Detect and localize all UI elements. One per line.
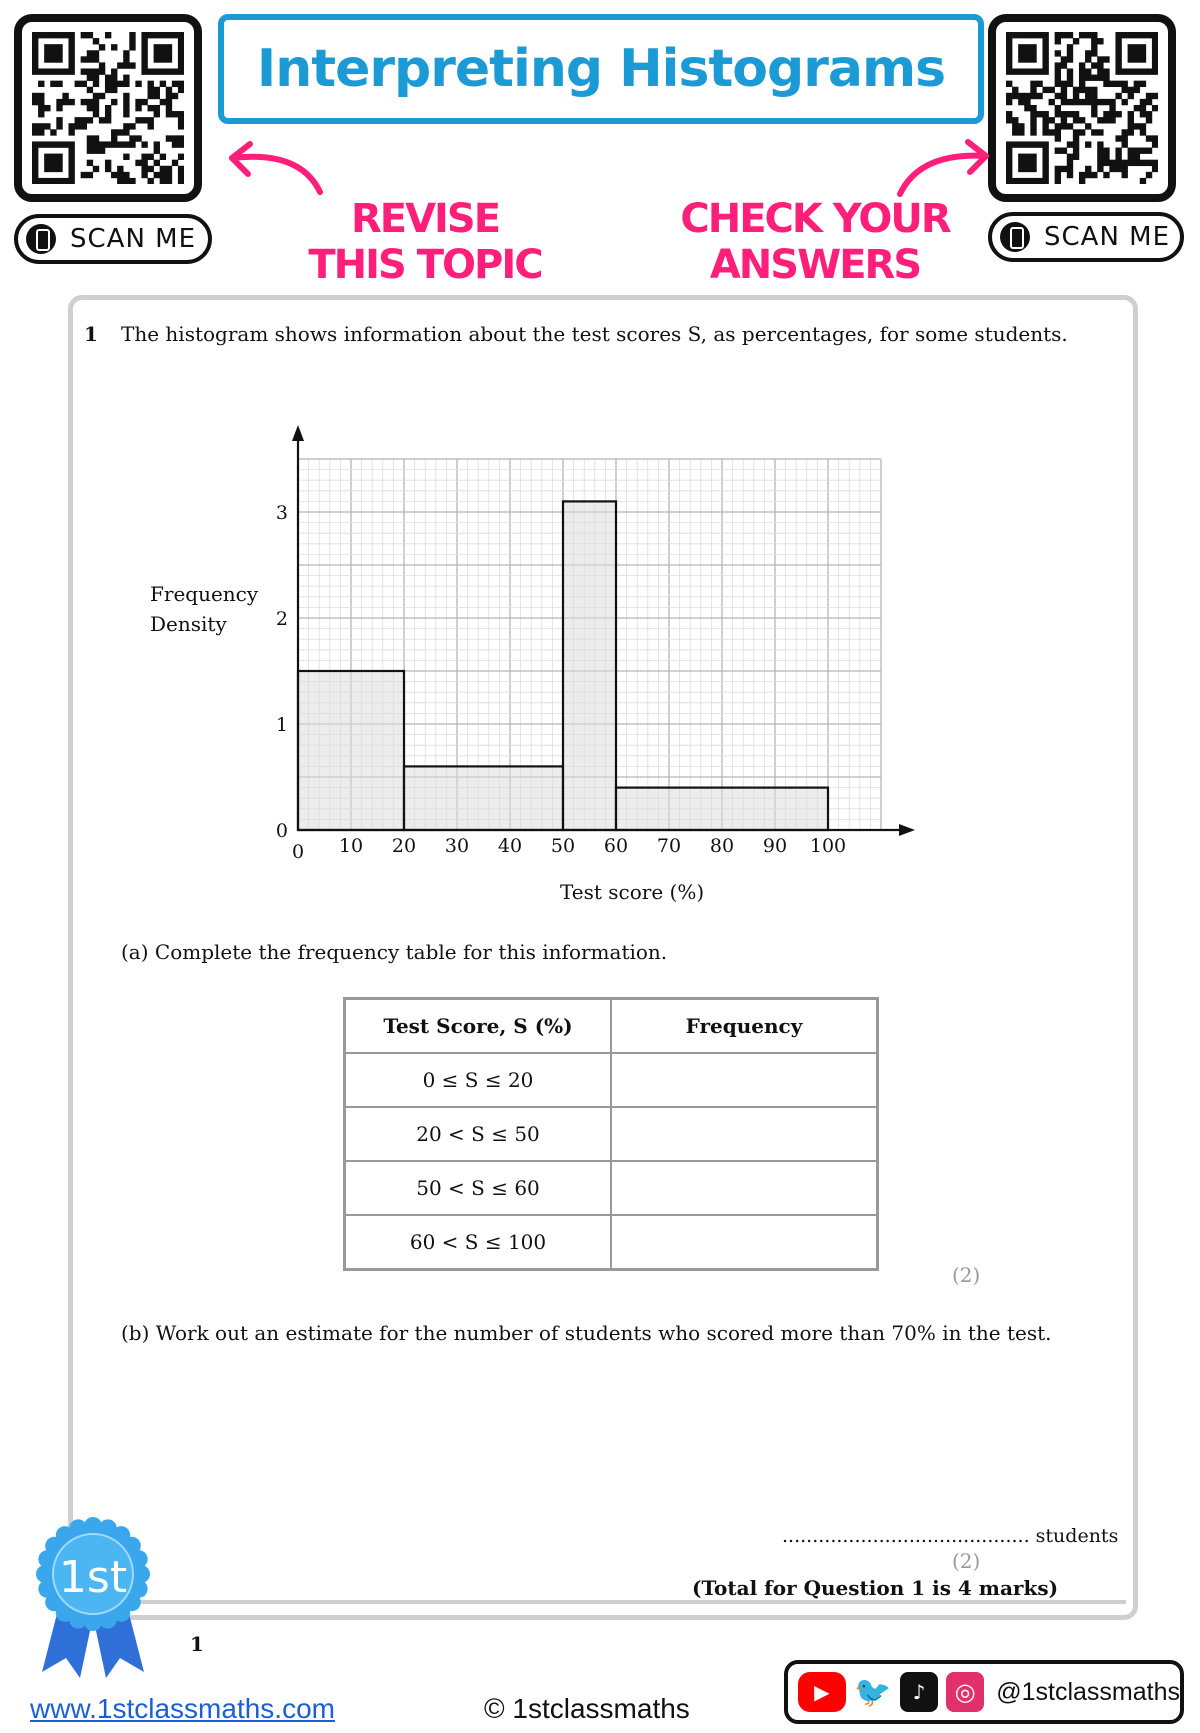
table-header-row [345,999,878,1054]
tiktok-icon[interactable]: ♪ [900,1672,938,1712]
histogram-bars [298,501,828,830]
part-b-marks: (2) [952,1549,981,1573]
table-row [345,1161,878,1215]
revise-topic-callout: REVISE THIS TOPIC [308,196,542,288]
qr-code-image [32,32,184,184]
scan-me-badge-right [988,212,1184,262]
page-title: Interpreting Histograms [256,39,946,99]
x-axis-arrow-icon [899,824,915,836]
part-b-prompt: (b) Work out an estimate for the number of students who scored more than 70% in the test. [121,1321,1052,1345]
part-a-prompt: (a) Complete the frequency table for this information. [121,940,668,964]
column-header-score: Test Score, S (%) [345,999,612,1054]
y-axis-label: Frequency Density [150,582,259,636]
copyright-text: © 1stclassmaths [484,1693,690,1724]
histogram-bar-2 [563,501,616,830]
histogram-bar-3 [616,788,828,830]
frequency-answer-cell[interactable] [611,1161,878,1215]
qr-code-answers[interactable] [988,14,1176,202]
website-link[interactable]: www.1stclassmaths.com [30,1693,335,1724]
x-tick-label: 30 [444,835,470,857]
phone-icon [26,224,56,254]
youtube-icon[interactable]: ▶ [798,1672,846,1712]
social-bar [784,1660,1184,1724]
badge-text: 1st [58,1552,128,1603]
rosette-badge-icon [28,1512,158,1682]
scan-me-label: SCAN ME [1044,222,1171,252]
arrow-left-icon [220,130,330,200]
histogram-bar-0 [298,671,404,830]
x-tick-label: 80 [709,835,735,857]
x-tick-label: 100 [809,835,847,857]
y-tick-label: 0 [275,820,288,842]
frequency-answer-cell[interactable] [611,1053,878,1107]
table-row [345,1215,878,1270]
arrow-right-icon [890,134,1000,200]
scan-me-label: SCAN ME [70,224,197,254]
x-tick-label: 60 [603,835,629,857]
x-tick-label: 10 [338,835,364,857]
table-row [345,1107,878,1161]
histogram-bar-1 [404,766,563,830]
panel-divider [98,1600,1126,1604]
score-range-cell: 60 < S ≤ 100 [345,1215,612,1270]
table-row [345,1053,878,1107]
frequency-answer-cell[interactable] [611,1107,878,1161]
question-intro: The histogram shows information about the test scores S, as percentages, for some students. [121,322,1068,346]
part-a-marks: (2) [952,1263,981,1287]
x-tick-label: 50 [550,835,576,857]
histogram-chart [130,385,990,920]
frequency-answer-cell[interactable] [611,1215,878,1270]
x-tick-label: 40 [497,835,523,857]
y-tick-label: 2 [275,608,288,630]
instagram-icon[interactable]: ◎ [946,1672,984,1712]
x-tick-label: 90 [762,835,788,857]
twitter-icon[interactable]: 🐦 [854,1672,892,1712]
y-tick-label: 3 [275,502,288,524]
question-total: (Total for Question 1 is 4 marks) [692,1576,1059,1600]
frequency-table [343,997,879,1271]
score-range-cell: 0 ≤ S ≤ 20 [345,1053,612,1107]
title-box [218,14,984,124]
x-tick-label: 20 [391,835,417,857]
y-axis-arrow-icon [292,425,304,441]
qr-code-image [1006,32,1158,184]
phone-icon [1000,222,1030,252]
check-answers-callout: CHECK YOUR ANSWERS [680,196,950,288]
y-tick-label: 1 [275,714,288,736]
score-range-cell: 20 < S ≤ 50 [345,1107,612,1161]
x-tick-label: 70 [656,835,682,857]
question-number: 1 [84,322,98,346]
x-axis-label: Test score (%) [560,880,705,904]
page-number: 1 [190,1632,204,1656]
column-header-frequency: Frequency [611,999,878,1054]
answer-line[interactable]: ......................................... students [782,1525,1119,1547]
x-tick-label: 0 [291,841,305,863]
social-handle[interactable]: @1stclassmaths [996,1677,1180,1706]
score-range-cell: 50 < S ≤ 60 [345,1161,612,1215]
scan-me-badge-left [14,214,212,264]
qr-code-revise[interactable] [14,14,202,202]
